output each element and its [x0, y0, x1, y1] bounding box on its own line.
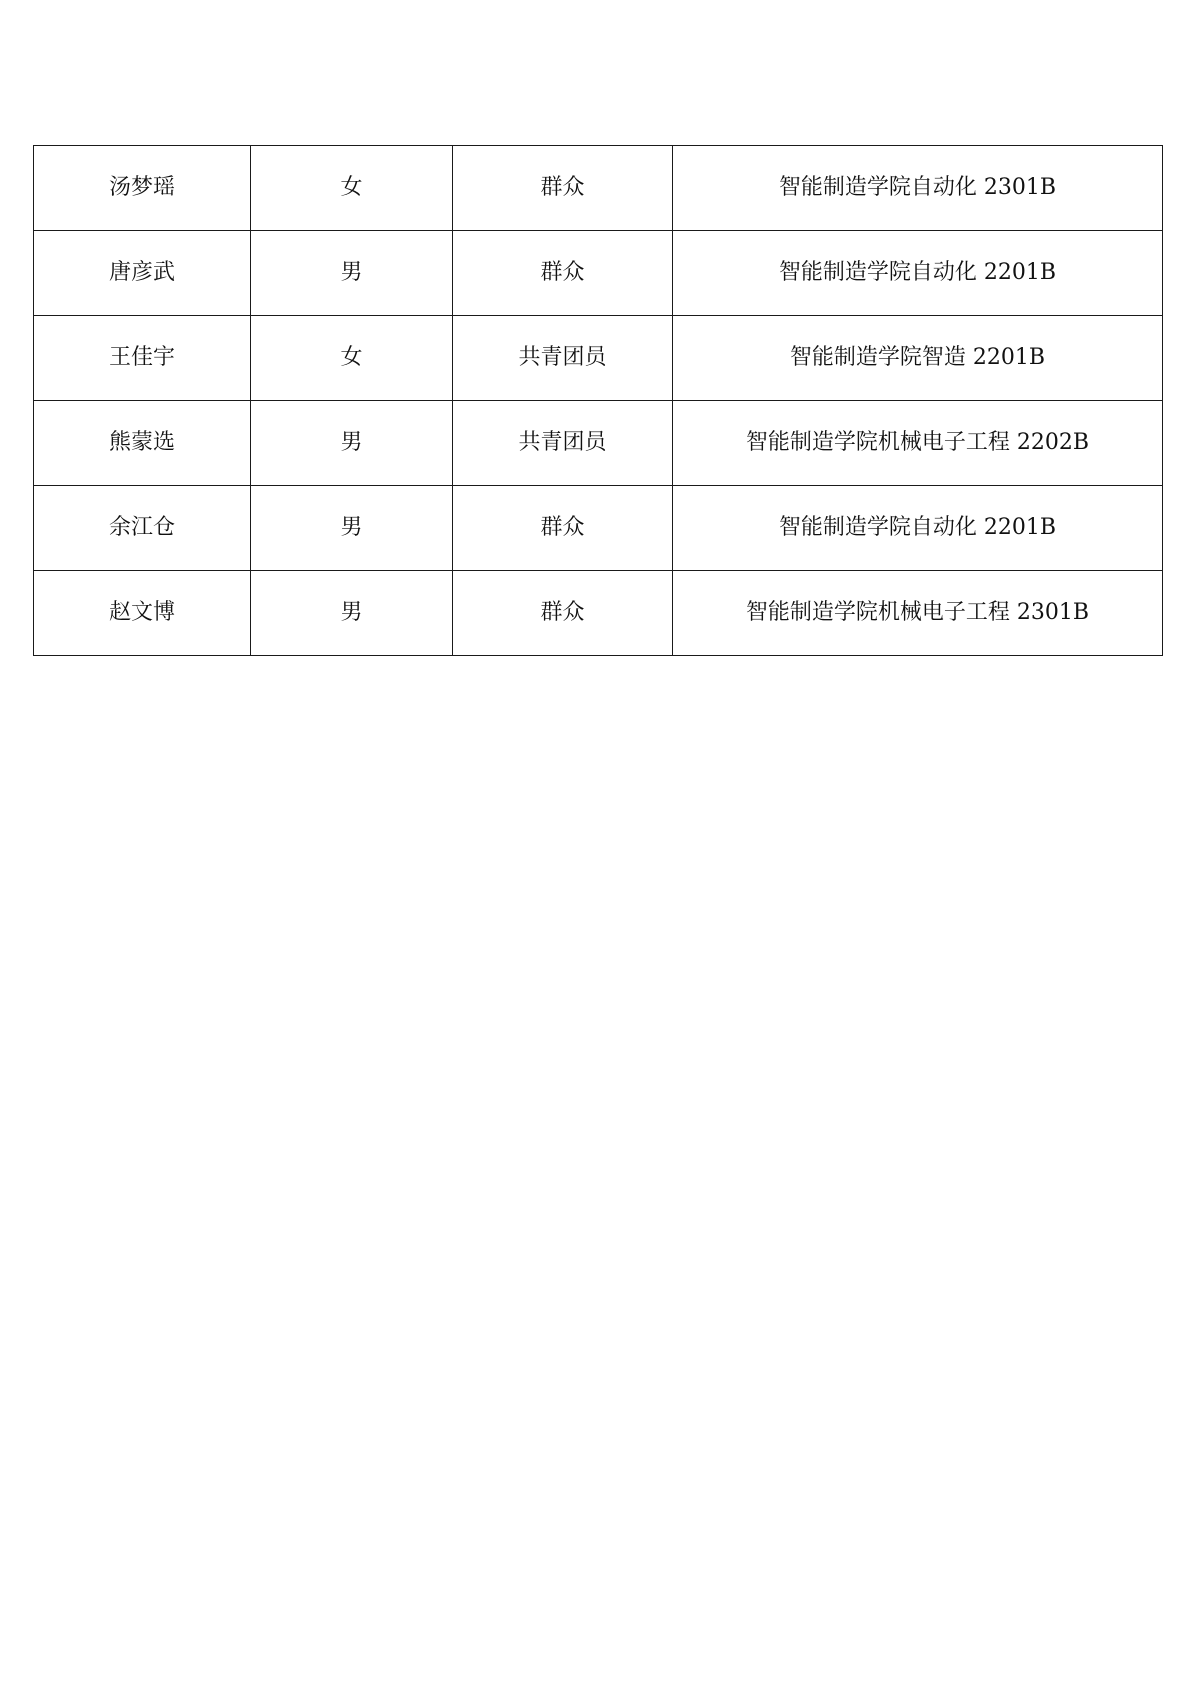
class-cell: 智能制造学院机械电子工程 2202B [673, 401, 1163, 486]
political-status-cell: 群众 [453, 486, 673, 571]
class-cell: 智能制造学院智造 2201B [673, 316, 1163, 401]
gender-cell: 女 [251, 146, 453, 231]
table-row [34, 231, 1163, 316]
political-status-cell: 群众 [453, 571, 673, 656]
name-cell: 唐彦武 [34, 231, 251, 316]
class-cell: 智能制造学院自动化 2301B [673, 146, 1163, 231]
class-cell: 智能制造学院自动化 2201B [673, 231, 1163, 316]
name-cell: 王佳宇 [34, 316, 251, 401]
table-row [34, 316, 1163, 401]
gender-cell: 男 [251, 231, 453, 316]
political-status-cell: 群众 [453, 231, 673, 316]
name-cell: 汤梦瑶 [34, 146, 251, 231]
student-roster-table [33, 145, 1163, 656]
class-cell: 智能制造学院机械电子工程 2301B [673, 571, 1163, 656]
gender-cell: 男 [251, 486, 453, 571]
class-cell: 智能制造学院自动化 2201B [673, 486, 1163, 571]
name-cell: 赵文博 [34, 571, 251, 656]
table-row [34, 486, 1163, 571]
table-row [34, 571, 1163, 656]
political-status-cell: 群众 [453, 146, 673, 231]
gender-cell: 男 [251, 401, 453, 486]
political-status-cell: 共青团员 [453, 401, 673, 486]
gender-cell: 女 [251, 316, 453, 401]
political-status-cell: 共青团员 [453, 316, 673, 401]
name-cell: 熊蒙选 [34, 401, 251, 486]
table-row [34, 401, 1163, 486]
name-cell: 余江仓 [34, 486, 251, 571]
table-row [34, 146, 1163, 231]
gender-cell: 男 [251, 571, 453, 656]
